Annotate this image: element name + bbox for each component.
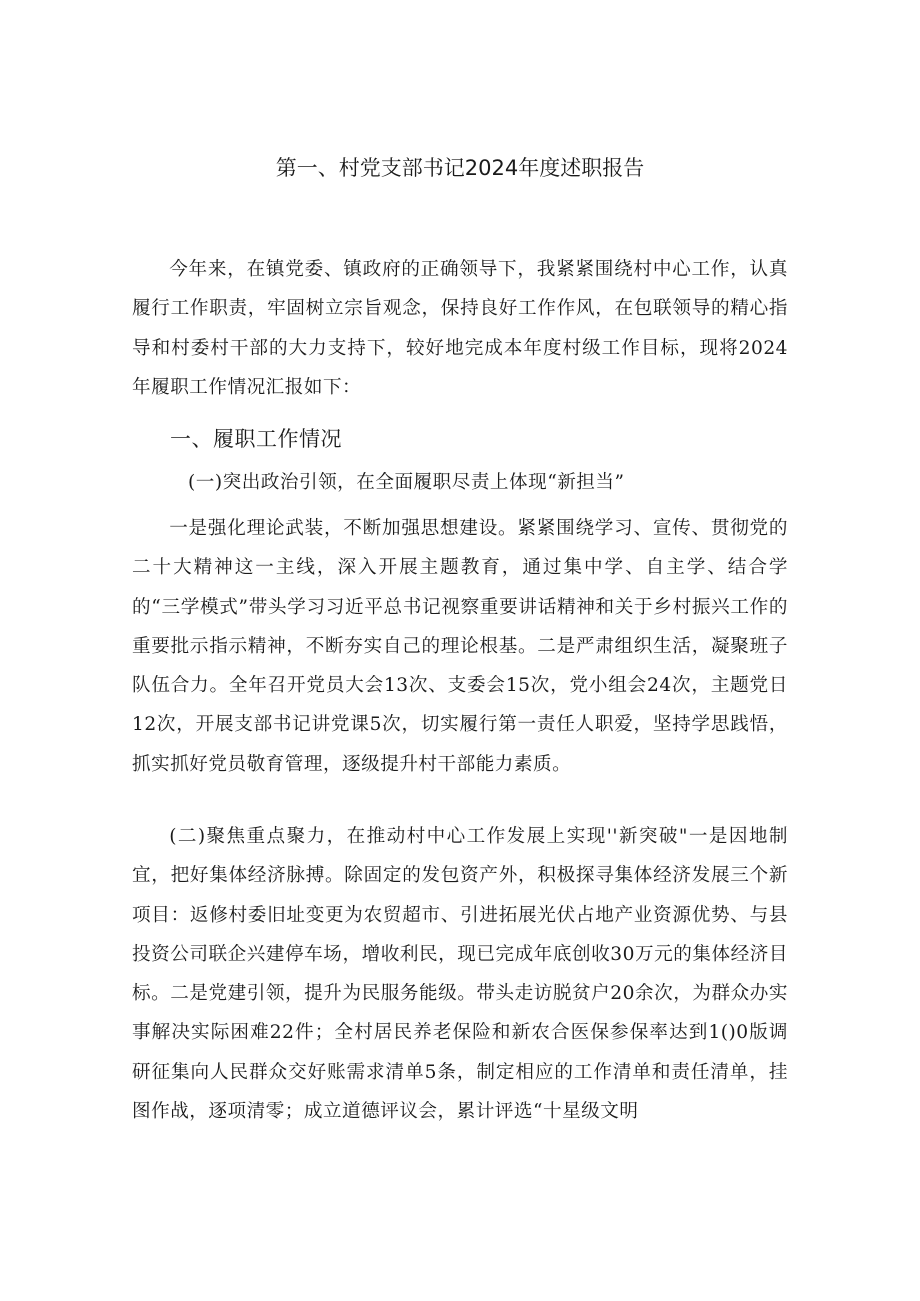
subsection2-paragraph-block [132, 817, 788, 1131]
document-title: 第一、村党支部书记2024年度述职报告 [275, 156, 645, 180]
intro-paragraph: 今年来，在镇党委、镇政府的正确领导下，我紧紧围绕村中心工作，认真履行工作职责，牢固树立宗旨观念，保持良好工作作风，在包联领导的精心指导和村委村干部的大力支持下，较好地完成本年度村级工作目标，现将2024年履职工作情况汇报如下： [132, 259, 788, 398]
subsection2-heading: (二)聚焦重点聚力，在推动村中心工作发展上实现''新突破" [169, 826, 688, 847]
intro-paragraph-block [132, 250, 788, 407]
subsection1-paragraph: 一是强化理论武装，不断加强思想建设。紧紧围绕学习、宣传、贯彻党的二十大精神这一主线，深入开展主题教育，通过集中学、自主学、结合学的“三学模式”带头学习习近平总书记视察重要讲话精神和关于乡村振兴工作的重要批示指示精神，不断夯实自己的理论根基。二是严肃组织生活，凝聚班子队伍合力。全年召开党员大会13次、支委会15次，党小组会24次，主题党日12次，开展支部书记讲党课5次，切实履行第一责任人职爱，坚持学思践悟，抓实抓好党员敬育管理，逐级提升村干部能力素质。 [132, 518, 788, 775]
subsection2-paragraph [132, 817, 788, 1131]
subsection2-body: 一是因地制宜，把好集体经济脉搏。除固定的发包资产外，积极探寻集体经济发展三个新项目：返修村委旧址变更为农贸超市、引进拓展光伏占地产业资源优势、与县投资公司联企兴建停车场，增收利民，现已完成年底创收30万元的集体经济目标。二是党建引领，提升为民服务能级。带头走访脱贫户20余次，为群众办实事解决实际困难22件；全村居民养老保险和新农合医保参保率达到1()0版调研征集向人民群众交好账需求清单5条，制定相应的工作清单和责任清单，挂图作战，逐项清零；成立道德评议会，累计评选“十星级文明 [132, 826, 788, 1123]
subsection-heading: (一)突出政治引领，在全面履职尽责上体现“新担当” [188, 472, 625, 493]
subsection1-paragraph-block [132, 509, 788, 784]
section-heading: 一、履职工作情况 [170, 427, 342, 451]
